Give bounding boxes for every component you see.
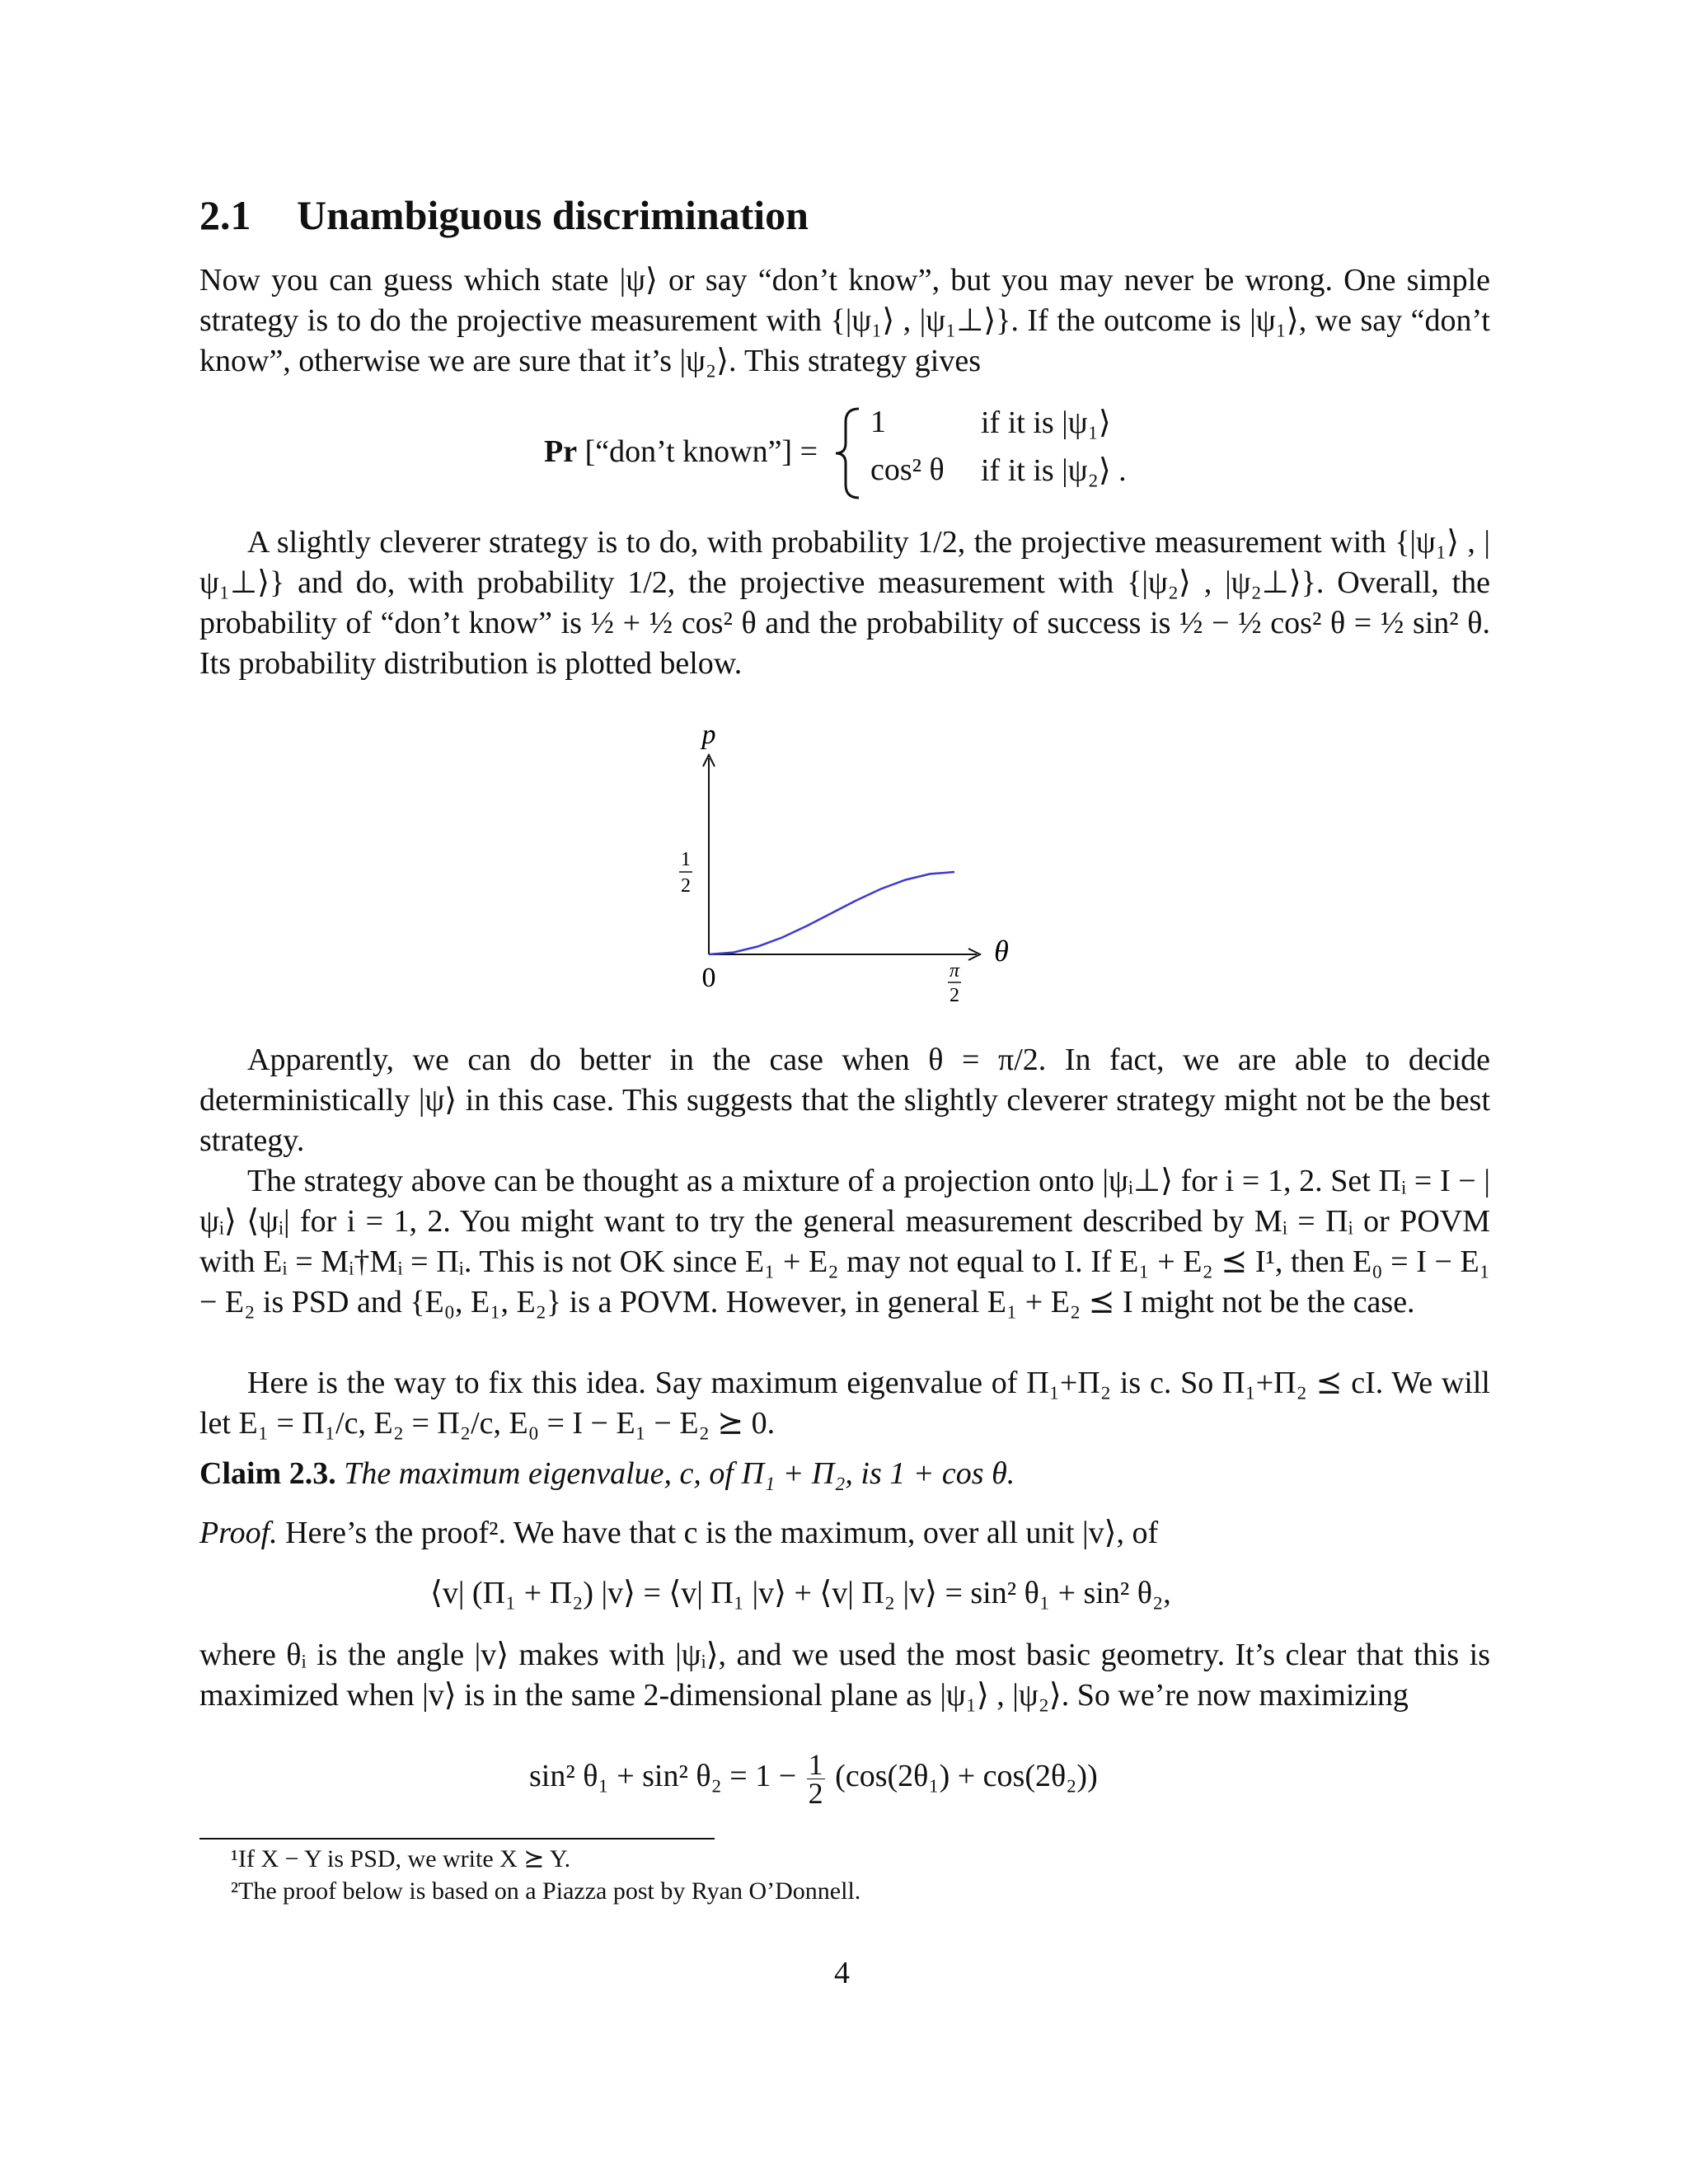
footnote-2: ²The proof below is based on a Piazza post by Ryan O’Donnell. [231,1877,861,1905]
page-number: 4 [834,1956,850,1990]
probability-plot [643,717,1039,1017]
section-title: Unambiguous discrimination [297,192,809,238]
proof-text: Here’s the proof². We have that c is the maximum, over all unit |v⟩, of [285,1516,1159,1550]
paragraph-geometry: where θᵢ is the angle |v⟩ makes with |ψᵢ⟩, and we used the most basic geometry. It’s clear that this is maximized when |v⟩ is in the same 2-dimensional plane as |ψ₁⟩ , |ψ₂⟩. So we’re now maximizing [199,1638,1490,1713]
equation-probability-dont-know [544,404,1203,503]
paragraph-intro: Now you can guess which state |ψ⟩ or say “don’t know”, but you may never be wrong. One simple strategy is to do the projective measurement with {|ψ₁⟩ , |ψ₁⊥⟩}. If the outcome is |ψ₁⟩, we say “don’t know”, otherwise we are sure that it’s |ψ₂⟩. This strategy gives [199,263,1490,378]
left-brace [832,404,865,503]
maximize-lhs: sin² θ₁ + sin² θ₂ = 1 − [529,1759,797,1794]
maximize-rhs: (cos(2θ₁) + cos(2θ₂)) [835,1759,1098,1794]
equation-inner-product: ⟨v| (Π₁ + Π₂) |v⟩ = ⟨v| Π₁ |v⟩ + ⟨v| Π₂ |v⟩ = sin² θ₁ + sin² θ₂, [430,1576,1171,1610]
probability-curve [709,872,954,954]
footnote-1: ¹If X − Y is PSD, we write X ⪰ Y. [231,1845,571,1872]
y-tick-half [679,849,692,897]
claim-label: Claim 2.3. [199,1456,336,1491]
svg-text:1: 1 [681,849,691,870]
footnote-rule [199,1838,715,1840]
svg-text:2: 2 [950,985,959,1006]
case1-condition: if it is |ψ₁⟩ [981,405,1111,440]
section-number: 2.1 [199,192,251,238]
x-tick-pi-over-2 [948,960,961,1006]
one-half-fraction: $\frac{1}{2}$ [808,1748,823,1810]
claim-text: The maximum eigenvalue, c, of Π₁ + Π₂, is 1 + cos θ. [344,1456,1015,1491]
proof-label: Proof. [199,1516,278,1550]
paragraph-better-case: Apparently, we can do better in the case when θ = π/2. In fact, we are able to decide deterministically |ψ⟩ in this case. This suggests that the slightly cleverer strategy might not be the best strategy. [199,1043,1490,1158]
case1-value: 1 [870,405,886,439]
pr-argument: [“don’t known”] = [584,434,818,469]
x-tick-0: 0 [701,963,716,993]
svg-text:π: π [949,960,960,982]
equation-maximize [529,1748,1098,1810]
claim-statement [199,1454,1490,1494]
paragraph-fix-idea: Here is the way to fix this idea. Say maximum eigenvalue of Π₁+Π₂ is c. So Π₁+Π₂ ⪯ cI. We will let E₁ = Π₁/c, E₂ = Π₂/c, E₀ = I − E₁ − E₂ ⪰ 0. [199,1366,1490,1441]
y-axis-label: p [701,719,716,750]
paragraph-mixture: The strategy above can be thought as a mixture of a projection onto |ψᵢ⊥⟩ for i = 1, 2. Set Πᵢ = I − |ψᵢ⟩ ⟨ψᵢ| for i = 1, 2. You might want to try the general measurement described by Mᵢ = Πᵢ or POVM with Eᵢ = Mᵢ†Mᵢ = Πᵢ. This is not OK since E₁ + E₂ may not equal to I. If E₁ + E₂ ⪯ I¹, then E₀ = I − E₁ − E₂ is PSD and {E₀, E₁, E₂} is a POVM. However, in general E₁ + E₂ ⪯ I might not be the case. [199,1164,1490,1319]
section-heading [199,191,809,239]
paragraph-cleverer-strategy: A slightly cleverer strategy is to do, with probability 1/2, the projective measurement with {|ψ₁⟩ , |ψ₁⊥⟩} and do, with probability 1/2, the projective measurement with {|ψ₂⟩ , |ψ₂⊥⟩}. Overall, the probability of “don’t know” is ½ + ½ cos² θ and the probability of success is ½ − ½ cos² θ = ½ sin² θ. Its probability distribution is plotted below. [199,525,1490,681]
case2-value: cos² θ [870,452,945,487]
case2-condition: if it is |ψ₂⟩ . [981,453,1127,488]
x-axis-label: θ [994,935,1009,968]
plot-canvas [643,717,1039,1014]
svg-text:2: 2 [681,875,691,897]
proof-intro [199,1513,1490,1554]
pr-operator: Pr [544,434,578,469]
